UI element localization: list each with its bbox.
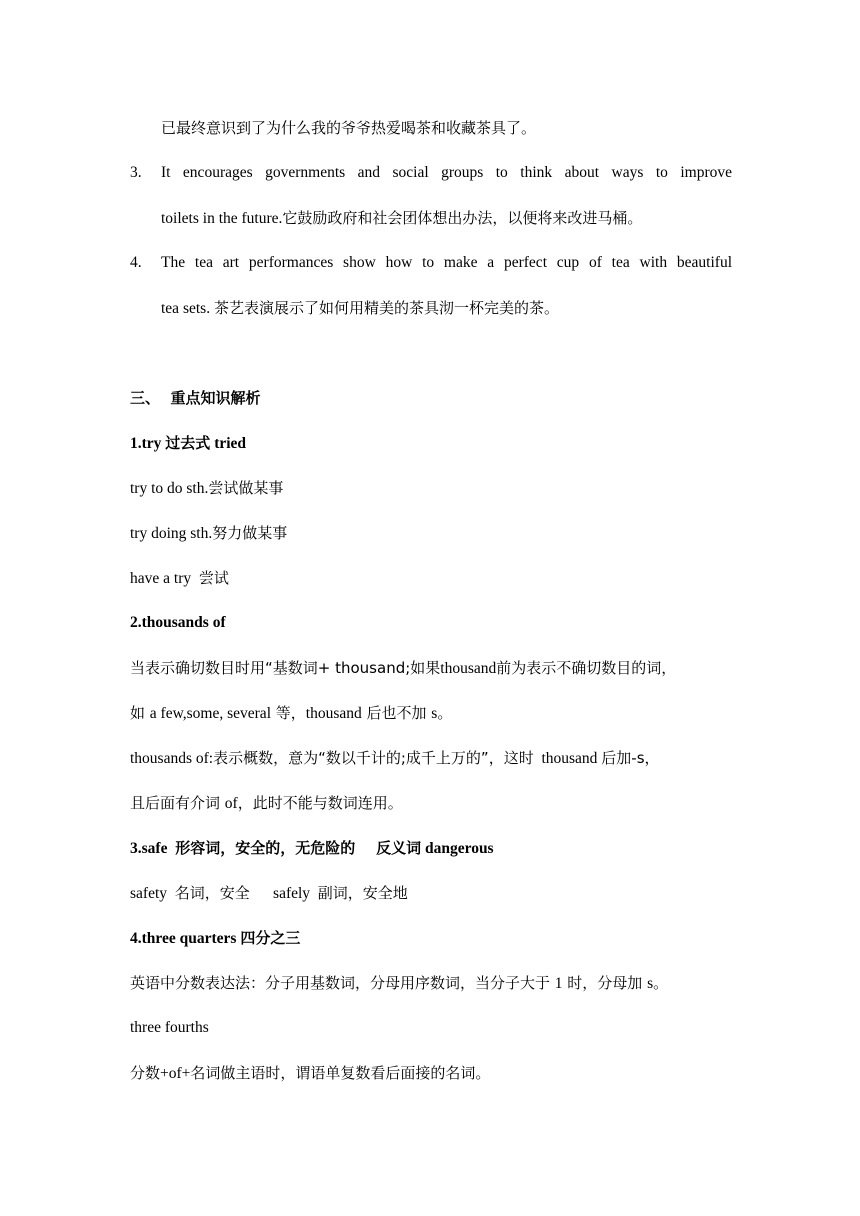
item-4-line-1: The tea art performances show how to make a perfect cup of tea with beautiful [161,254,732,271]
item-3-line-1: It encourages governments and social groups to think about ways to improve [161,164,732,181]
point-2-line-3 [130,746,732,771]
p2-l2-g: 。 [437,704,453,722]
p3-l1-d: 副词，安全地 [317,884,408,902]
point-4-line-3 [130,1061,732,1086]
section-heading [130,386,732,411]
p2-l1-c: thousand [440,660,497,677]
p2-l4-a: 且后面有介词 [130,794,225,812]
usage-3-cn: 尝试 [198,569,229,587]
usage-3-en: have a try [130,570,199,587]
p2-l2-c: 等， [271,704,306,722]
item-4-translation: 茶艺表演展示了如何用精美的茶具沏一杯完美的茶。 [213,299,559,317]
p4-l1-a: 英语中分数表达法：分子用基数词，分母用序数词，当分子大于 [130,974,555,992]
p3-title-b: 形容词，安全的，无危险的 反义词 [175,839,422,857]
point-1-title-cn: 过去式 [165,434,211,452]
item-3-line-2 [161,206,732,231]
item-3-translation: 它鼓励政府和社会团体想出办法，以便将来改进马桶。 [282,209,643,227]
p4-l3-a: 分数 [130,1064,161,1082]
p3-title-c: dangerous [421,840,494,857]
p3-l1-a: safety [130,885,175,902]
p4-l1-b: 1 [554,975,563,992]
item-4-line-2 [161,296,732,321]
point-2-line-4 [130,791,732,816]
p2-l1-b: 如果 [410,659,441,677]
p2-l1-a: 当表示确切数目时用“基数词+ thousand; [130,659,411,677]
p3-l1-b: 名词，安全 [174,884,250,902]
point-1-usage-2 [130,521,732,546]
point-2-line-2 [130,701,732,726]
p3-title-a: 3.safe [130,840,176,857]
section-heading-text: 三、 重点知识解析 [130,389,261,407]
p2-l2-e: 后也不加 [361,704,432,722]
p4-title-b: 四分之三 [240,929,301,947]
p2-l4-c: ，此时不能与数词连用。 [237,794,403,812]
point-4-line-2: three fourths [130,1019,209,1036]
item-4-english-end: tea sets. [161,300,214,317]
item-2-translation-end: 已最终意识到了为什么我的爷爷热爱喝茶和收藏茶具了。 [161,119,537,137]
point-1-title-form: tried [210,435,247,452]
p2-l3-c: thousand [533,750,602,767]
point-4-line-1 [130,971,732,996]
usage-2-en: try doing sth. [130,525,213,542]
p2-l2-a: 如 [130,704,150,722]
p2-l4-b: of [224,795,238,812]
point-1-title [130,431,732,456]
p2-l3-a: thousands of: [130,750,214,767]
item-4-number: 4. [130,254,142,271]
item-2-continuation [161,116,732,141]
p4-l1-d: s [647,975,654,992]
usage-1-en: try to do sth. [130,480,209,497]
p4-l3-c: 名词做主语时，谓语单复数看后面接的名词。 [190,1064,491,1082]
item-3-english-end: toilets in the future. [161,210,283,227]
p3-l1-c: safely [249,885,318,902]
point-1-title-word: 1.try [130,435,166,452]
point-4-title [130,926,732,951]
p4-title-a: 4.three quarters [130,930,241,947]
point-3-title [130,836,732,861]
p2-l3-d: 后加-s， [601,749,660,767]
p2-l2-f: s [431,705,438,722]
p4-l1-e: 。 [653,974,669,992]
point-3-line-1 [130,881,732,906]
p2-l2-b: a few,some, several [149,705,271,722]
p4-l3-b: +of+ [160,1065,191,1082]
item-3-number: 3. [130,164,142,181]
point-2-title: 2.thousands of [130,614,226,631]
usage-1-cn: 尝试做某事 [208,479,284,497]
usage-2-cn: 努力做某事 [212,524,288,542]
point-1-usage-3 [130,566,732,591]
p2-l1-d: 前为表示不确切数目的词， [496,659,677,677]
p2-l3-b: 表示概数，意为“数以千计的;成千上万的”，这时 [213,749,534,767]
p2-l2-d: thousand [305,705,362,722]
p4-l1-c: 时，分母加 [562,974,648,992]
point-2-line-1 [130,656,732,681]
point-1-usage-1 [130,476,732,501]
